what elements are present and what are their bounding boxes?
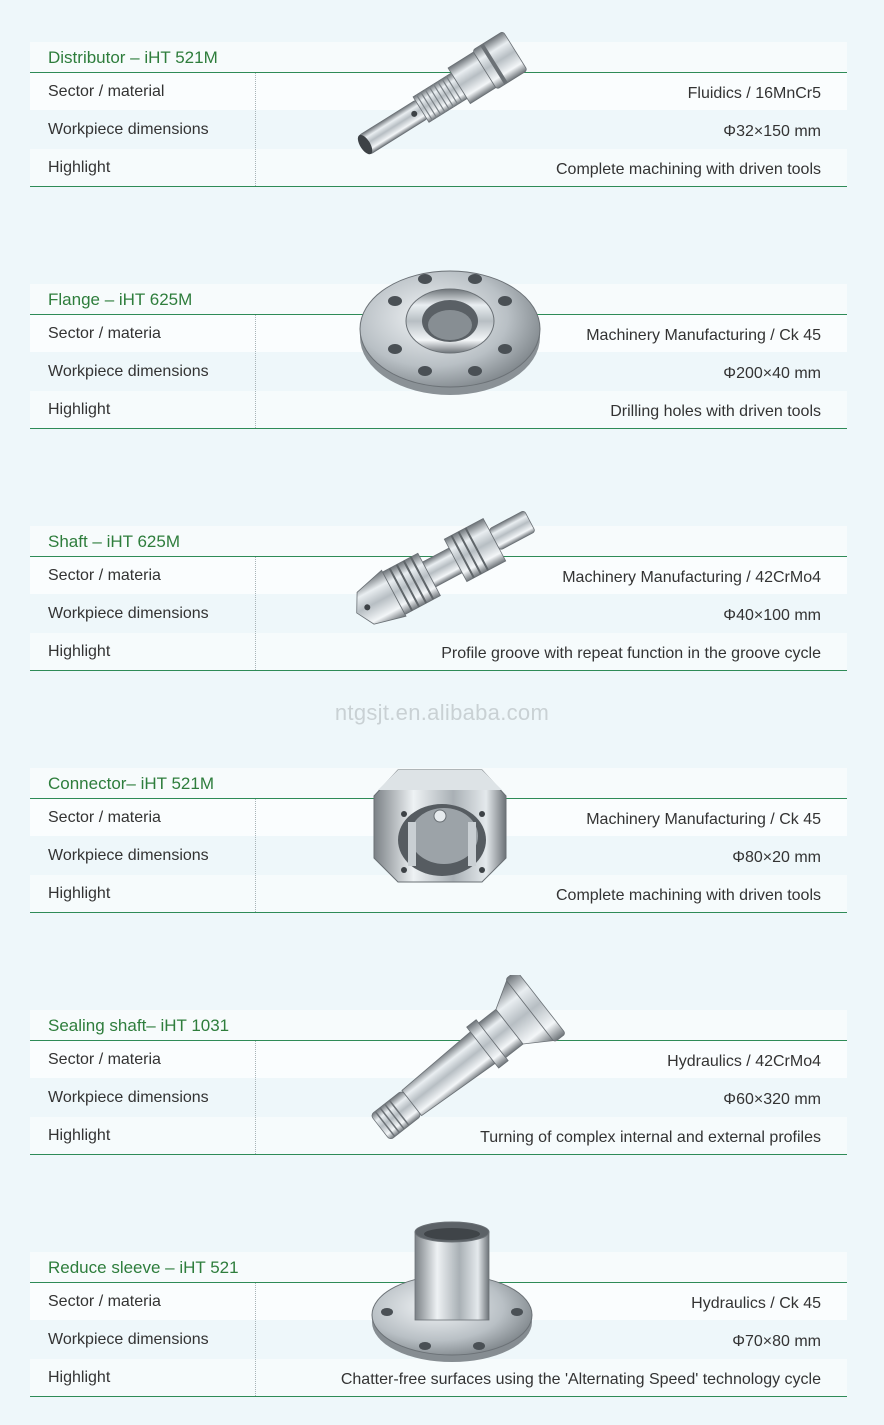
bottom-rule [30,1154,847,1155]
spec-row-sector [30,1283,847,1320]
column-divider [255,315,256,428]
column-divider [255,1283,256,1396]
spec-label: Highlight [48,643,111,660]
column-divider [255,1041,256,1154]
spec-row-dimensions [30,1321,847,1358]
product-title: Flange – iHT 625M [48,290,193,309]
spec-label: Workpiece dimensions [48,847,209,864]
spec-label: Sector / materia [48,1293,161,1310]
spec-row-sector [30,315,847,352]
spec-row-dimensions [30,353,847,390]
spec-value: Φ200×40 mm [723,365,821,382]
spec-label: Highlight [48,1127,111,1144]
product-block-flange [30,284,847,434]
spec-value: Machinery Manufacturing / Ck 45 [586,811,821,828]
spec-row-dimensions [30,595,847,632]
spec-row-sector [30,1041,847,1078]
spec-value: Profile groove with repeat function in the groove cycle [441,645,821,662]
spec-value: Drilling holes with driven tools [610,403,821,420]
spec-label: Workpiece dimensions [48,363,209,380]
product-title: Connector– iHT 521M [48,774,214,793]
spec-row-dimensions [30,111,847,148]
title-band [30,526,847,557]
spec-row-highlight [30,633,847,670]
bottom-rule [30,186,847,187]
product-block-reduce-sleeve [30,1252,847,1402]
title-band [30,1010,847,1041]
spec-value: Machinery Manufacturing / 42CrMo4 [562,569,821,586]
spec-value: Complete machining with driven tools [555,161,821,178]
spec-value: Φ60×320 mm [723,1091,821,1108]
title-band [30,768,847,799]
spec-row-highlight [30,875,847,912]
spec-label: Workpiece dimensions [48,605,209,622]
spec-row-highlight [30,1359,847,1396]
spec-label: Highlight [48,401,111,418]
spec-label: Workpiece dimensions [48,1089,209,1106]
spec-row-highlight [30,149,847,186]
spec-label: Sector / materia [48,1051,161,1068]
spec-value: Hydraulics / 42CrMo4 [667,1053,821,1070]
product-block-connector [30,768,847,918]
product-title: Distributor – iHT 521M [48,48,218,67]
spec-value: Fluidics / 16MnCr5 [687,85,821,102]
spec-value: Φ70×80 mm [732,1333,821,1350]
spec-label: Highlight [48,159,111,176]
spec-value: Chatter-free surfaces using the 'Alternating Speed' technology cycle [340,1371,821,1388]
product-block-shaft [30,526,847,676]
bottom-rule [30,428,847,429]
spec-row-sector [30,557,847,594]
spec-value: Complete machining with driven tools [555,887,821,904]
spec-label: Sector / materia [48,567,161,584]
spec-value: Φ80×20 mm [732,849,821,866]
spec-row-dimensions [30,1079,847,1116]
spec-value: Machinery Manufacturing / Ck 45 [586,327,821,344]
product-title: Shaft – iHT 625M [48,532,180,551]
spec-row-sector [30,73,847,110]
title-band [30,1252,847,1283]
spec-value: Φ40×100 mm [723,607,821,624]
bottom-rule [30,1396,847,1397]
product-block-distributor [30,42,847,192]
spec-row-highlight [30,1117,847,1154]
title-band [30,284,847,315]
spec-label: Sector / materia [48,809,161,826]
column-divider [255,799,256,912]
product-title: Reduce sleeve – iHT 521 [48,1258,239,1277]
spec-label: Sector / materia [48,325,161,342]
column-divider [255,557,256,670]
spec-value: Turning of complex internal and external profiles [480,1129,821,1146]
column-divider [255,73,256,186]
spec-value: Φ32×150 mm [723,123,821,140]
spec-row-dimensions [30,837,847,874]
watermark-text: ntgsjt.en.alibaba.com [334,700,550,725]
bottom-rule [30,670,847,671]
bottom-rule [30,912,847,913]
spec-value: Hydraulics / Ck 45 [691,1295,821,1312]
spec-row-highlight [30,391,847,428]
spec-row-sector [30,799,847,836]
spec-label: Highlight [48,885,111,902]
title-band [30,42,847,73]
spec-label: Sector / material [48,83,165,100]
spec-label: Workpiece dimensions [48,1331,209,1348]
spec-label: Workpiece dimensions [48,121,209,138]
product-block-sealing-shaft [30,1010,847,1160]
product-title: Sealing shaft– iHT 1031 [48,1016,230,1035]
spec-label: Highlight [48,1369,111,1386]
